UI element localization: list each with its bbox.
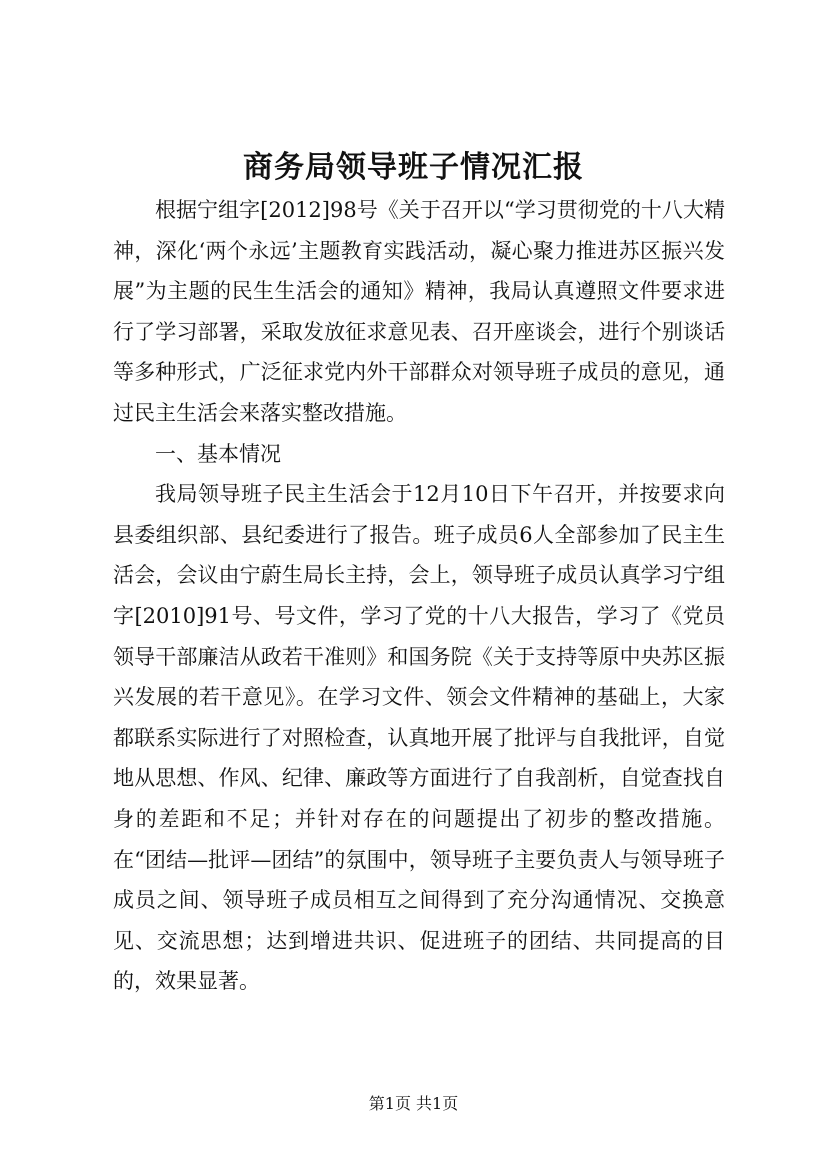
- page-footer: 第1页 共1页: [368, 1094, 459, 1113]
- document-title: 商务局领导班子情况汇报: [243, 150, 584, 185]
- section-heading-basic-situation: 一、基本情况: [155, 441, 281, 466]
- document-body: [113, 190, 725, 1002]
- intro-paragraph: 根据宁组字[2012]98号《关于召开以“学习贯彻党的十八大精神，深化‘两个永远’主题教育实践活动，凝心聚力推进苏区振兴发展”为主题的民生生活会的通知》精神，我局认真遵照文件要求进行了学习部署，采取发放征求意见表、召开座谈会，进行个别谈话等多种形式，广泛征求党内外干部群众对领导班子成员的意见，通过民主生活会来落实整改措施。: [113, 198, 725, 425]
- basic-situation-paragraph: 我局领导班子民主生活会于12月10日下午召开，并按要求向县委组织部、县纪委进行了报告。班子成员6人全部参加了民主生活会，会议由宁蔚生局长主持，会上，领导班子成员认真学习宁组字[2010]91号、号文件，学习了党的十八大报告，学习了《党员领导干部廉洁从政若干准则》和国务院《关于支持等原中央苏区振兴发展的若干意见》。在学习文件、领会文件精神的基础上，大家都联系实际进行了对照检查，认真地开展了批评与自我批评，自觉地从思想、作风、纪律、廉政等方面进行了自我剖析，自觉查找自身的差距和不足；并针对存在的问题提出了初步的整改措施。在“团结—批评—团结”的氛围中，领导班子主要负责人与领导班子成员之间、领导班子成员相互之间得到了充分沟通情况、交换意见、交流思想；达到增进共识、促进班子的团结、共同提高的目的，效果显著。: [113, 482, 725, 994]
